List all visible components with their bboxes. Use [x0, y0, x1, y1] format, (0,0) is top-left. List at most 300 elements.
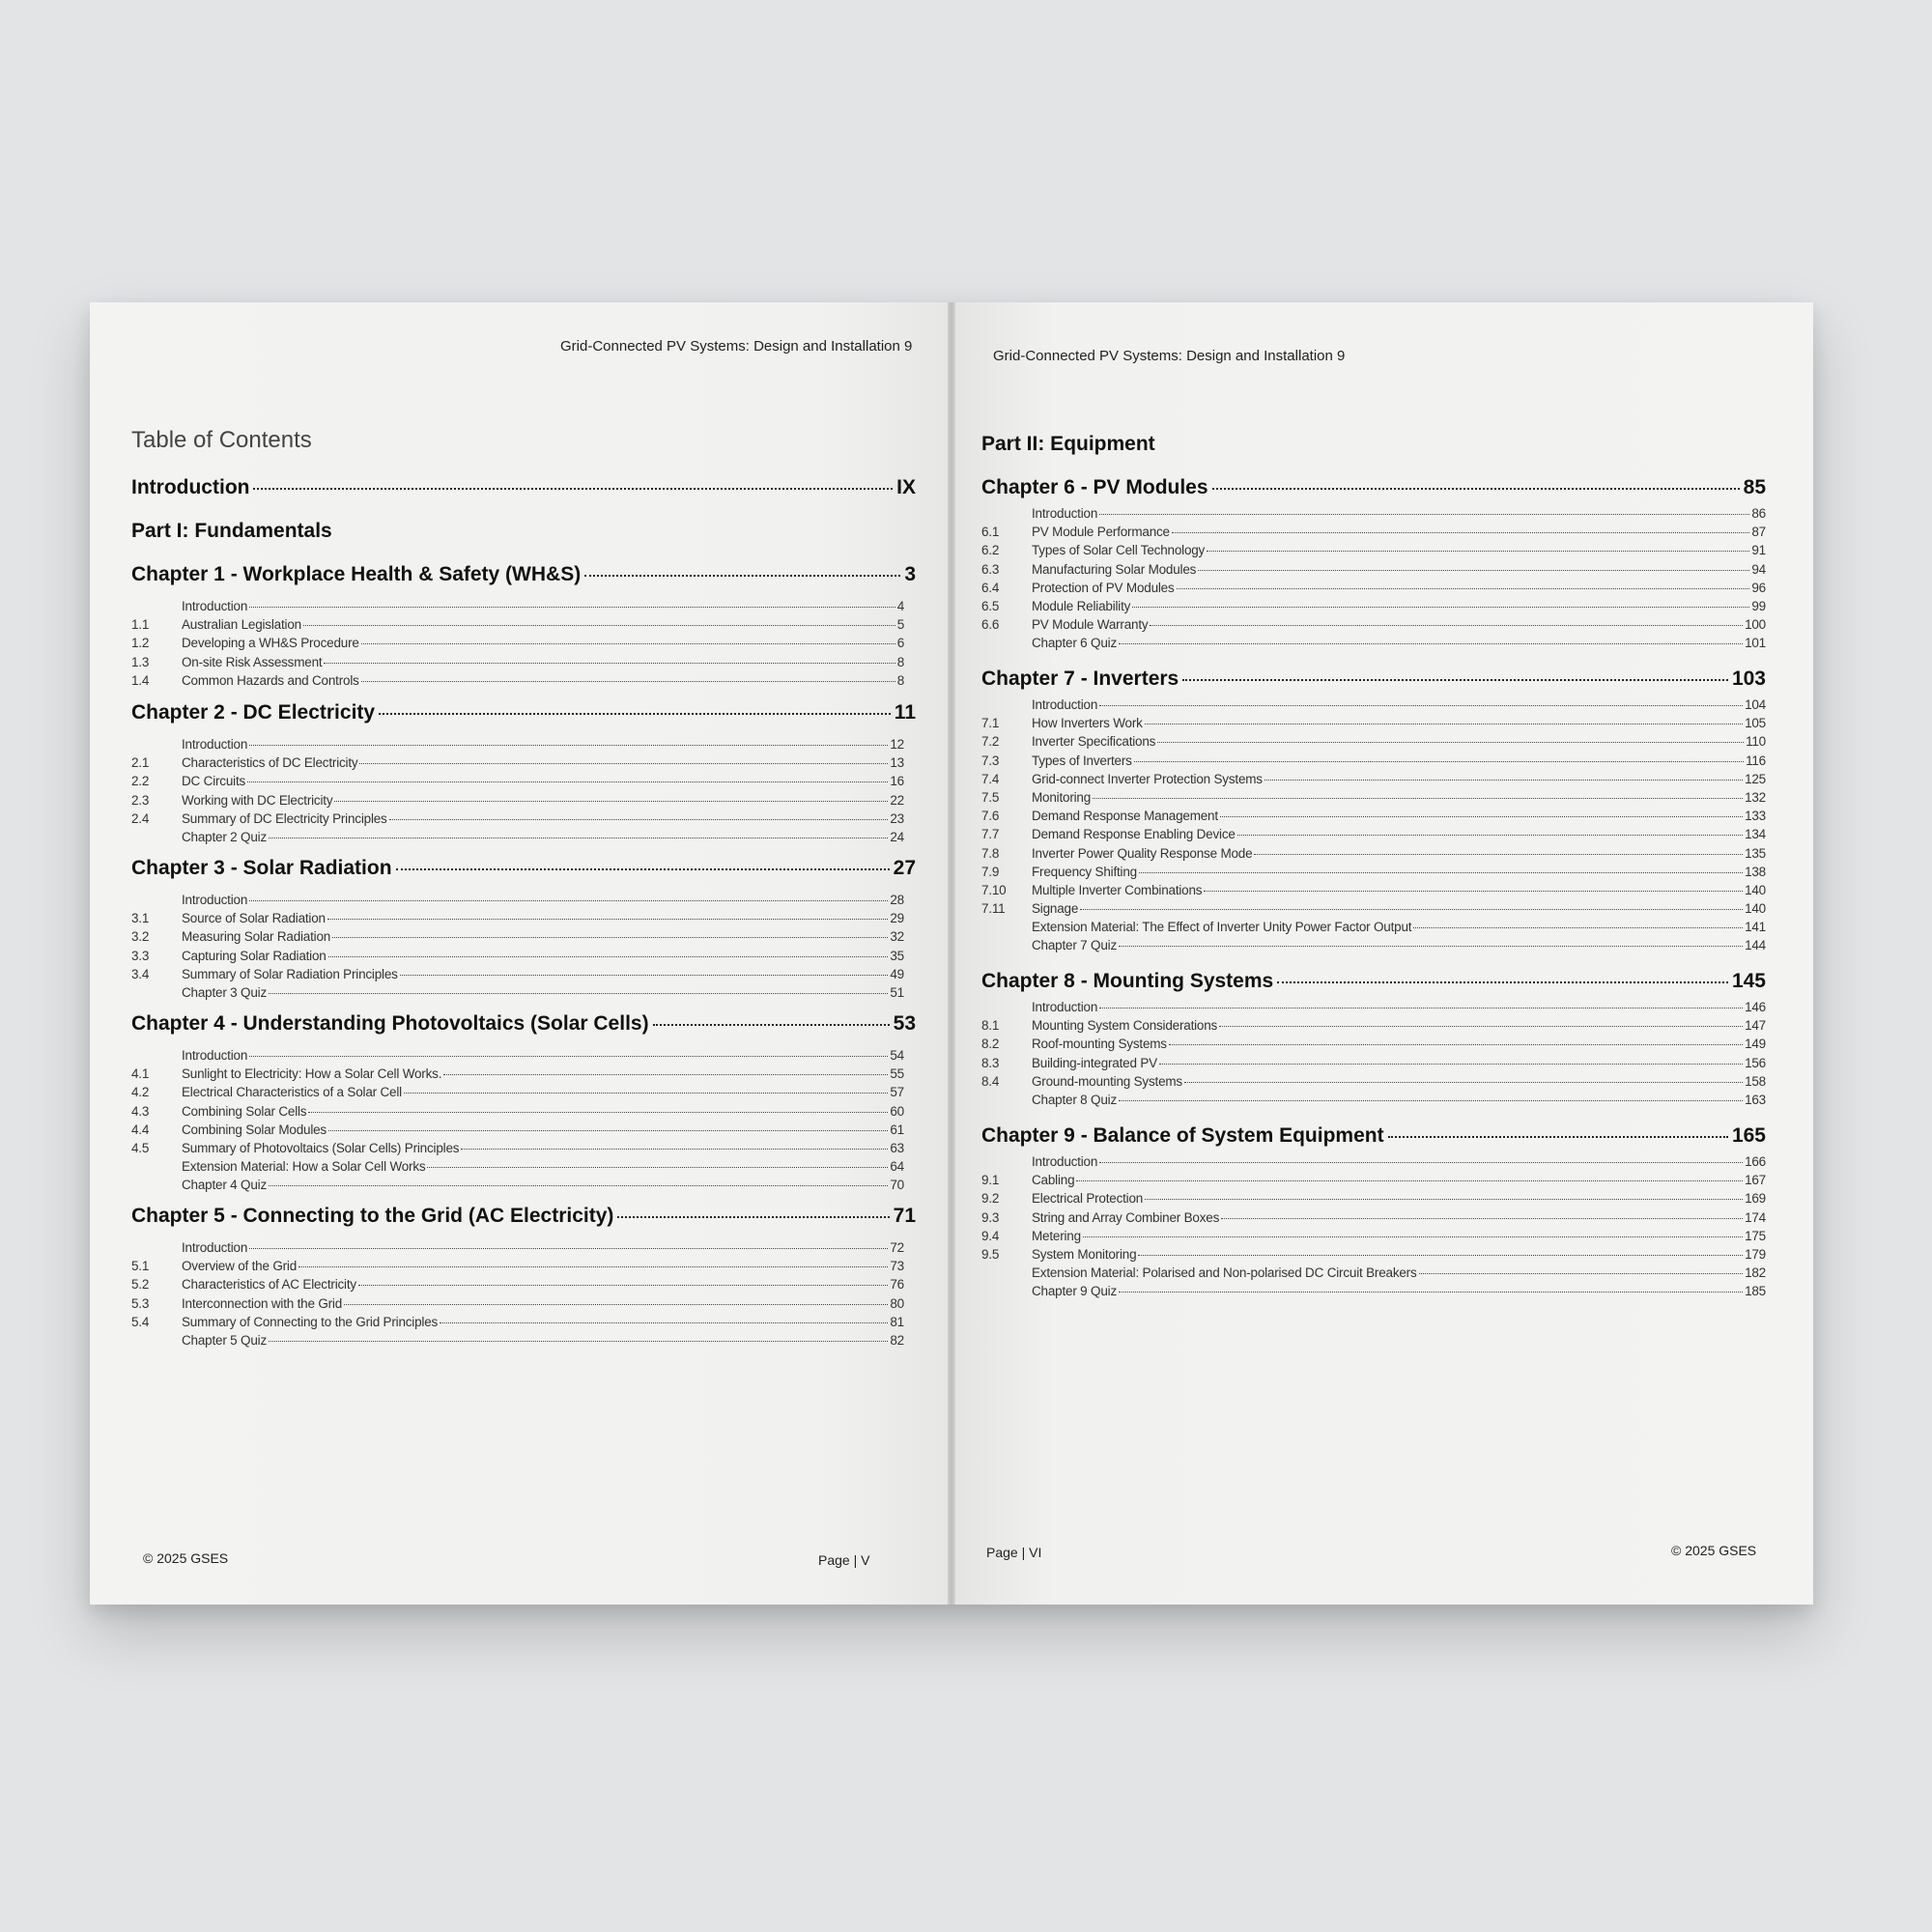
entry-page: 23: [890, 810, 904, 826]
dot-leader: [617, 1216, 889, 1218]
entry-page: 141: [1745, 920, 1766, 935]
left-page: [90, 302, 952, 1605]
entry-page: 179: [1745, 1246, 1766, 1262]
toc-entry: [131, 911, 904, 929]
entry-title: Combining Solar Modules: [182, 1122, 327, 1137]
dot-leader: [1150, 625, 1743, 626]
toc-entry: [981, 1210, 1766, 1229]
chapter-entries: [131, 1048, 904, 1197]
dot-leader: [1159, 1064, 1743, 1065]
dot-leader: [1207, 551, 1749, 552]
chapter-title: Chapter 1 - Workplace Health & Safety (WH&S): [131, 563, 582, 585]
chapter-entries: [131, 737, 904, 848]
entry-page: 140: [1745, 882, 1766, 897]
part-heading: Part II: Equipment: [981, 433, 1155, 455]
dot-leader: [298, 1266, 888, 1267]
toc-entry: [981, 1284, 1766, 1302]
toc-entry: [981, 1173, 1766, 1191]
entry-title: Chapter 8 Quiz: [1032, 1092, 1117, 1107]
toc-entry: [131, 1315, 904, 1333]
entry-title: Developing a WH&S Procedure: [182, 636, 359, 651]
dot-leader: [328, 956, 889, 957]
entry-title: Characteristics of DC Electricity: [182, 755, 358, 771]
page-number-footer: Page | V: [818, 1552, 870, 1568]
entry-number: 4.2: [131, 1085, 150, 1100]
dot-leader: [443, 1074, 888, 1075]
dot-leader: [404, 1093, 888, 1094]
dot-leader: [269, 1341, 888, 1342]
dot-leader: [359, 763, 888, 764]
entry-title: Common Hazards and Controls: [182, 672, 359, 688]
dot-leader: [1119, 1100, 1743, 1101]
chapter-heading: [131, 1205, 916, 1228]
entry-number: 7.7: [981, 827, 1000, 842]
chapter-entries: [981, 506, 1766, 655]
toc-entry: [131, 967, 904, 985]
entry-page: 146: [1745, 1000, 1766, 1014]
entry-title: Extension Material: The Effect of Inverter Unity Power Factor Output: [1032, 920, 1412, 935]
entry-page: 22: [890, 792, 904, 808]
entry-number: 6.1: [981, 525, 1000, 540]
entry-number: 7.2: [981, 734, 1000, 750]
chapter-page: 53: [893, 1012, 916, 1035]
toc-entry: [981, 506, 1766, 525]
entry-number: 2.1: [131, 755, 150, 771]
entry-page: 110: [1746, 734, 1766, 750]
entry-title: Introduction: [182, 893, 248, 907]
toc-entry: [131, 1296, 904, 1315]
toc-entry: [131, 774, 904, 792]
entry-number: 6.3: [981, 561, 1000, 577]
dot-leader: [1413, 927, 1743, 928]
toc-entry: [131, 1066, 904, 1085]
toc-entry: [981, 697, 1766, 716]
dot-leader: [1277, 981, 1728, 983]
introduction-heading: [131, 476, 916, 499]
entry-page: 149: [1745, 1037, 1766, 1052]
entry-title: Summary of Solar Radiation Principles: [182, 966, 398, 981]
toc-entry: [981, 525, 1766, 543]
entry-page: 174: [1745, 1209, 1766, 1225]
entry-page: 76: [890, 1277, 904, 1293]
dot-leader: [461, 1149, 888, 1150]
chapter-title: Chapter 6 - PV Modules: [981, 476, 1208, 498]
entry-number: 7.10: [981, 882, 1007, 897]
chapter-title: Chapter 9 - Balance of System Equipment: [981, 1124, 1384, 1147]
running-header: Grid-Connected PV Systems: Design and Installation 9: [560, 338, 913, 355]
entry-title: Combining Solar Cells: [182, 1103, 307, 1119]
entry-number: 5.3: [131, 1295, 150, 1311]
entry-number: 4.1: [131, 1066, 150, 1082]
toc-entry: [981, 1247, 1766, 1265]
toc-entry: [981, 599, 1766, 617]
entry-title: Extension Material: How a Solar Cell Works: [182, 1159, 426, 1175]
dot-leader: [1264, 780, 1743, 781]
toc-entry: [981, 562, 1766, 581]
dot-leader: [334, 801, 888, 802]
entry-number: 9.5: [981, 1246, 1000, 1262]
entry-number: 7.4: [981, 771, 1000, 786]
entry-page: 63: [890, 1140, 904, 1155]
book-spine: [948, 302, 955, 1605]
dot-leader: [332, 937, 888, 938]
entry-number: 4.4: [131, 1122, 150, 1137]
entry-number: 7.8: [981, 845, 1000, 861]
dot-leader: [361, 643, 895, 644]
entry-page: 132: [1745, 789, 1766, 805]
dot-leader: [269, 993, 888, 994]
chapter-heading: [981, 970, 1766, 993]
chapter-page: 71: [893, 1205, 916, 1227]
toc-entry: [981, 865, 1766, 883]
dot-leader: [1119, 946, 1743, 947]
entry-number: 9.4: [981, 1228, 1000, 1243]
open-book: [90, 302, 1813, 1605]
entry-title: Monitoring: [1032, 789, 1092, 805]
toc-entry: [131, 893, 904, 911]
entry-page: 12: [890, 737, 904, 752]
toc-entry: [981, 617, 1766, 636]
toc-entry: [131, 929, 904, 948]
entry-title: PV Module Warranty: [1032, 617, 1149, 633]
entry-title: Mounting System Considerations: [1032, 1018, 1218, 1034]
dot-leader: [1145, 1199, 1743, 1200]
entry-number: 9.2: [981, 1191, 1000, 1207]
entry-number: 6.4: [981, 580, 1000, 595]
entry-page: 81: [890, 1314, 904, 1329]
toc-entry: [131, 1122, 904, 1141]
entry-title: System Monitoring: [1032, 1246, 1137, 1262]
entry-number: 2.3: [131, 792, 150, 808]
toc-entry: [131, 599, 904, 617]
entry-number: 6.6: [981, 617, 1000, 633]
toc-entry: [981, 581, 1766, 599]
entry-page: 156: [1745, 1055, 1766, 1070]
entry-title: Demand Response Enabling Device: [1032, 827, 1236, 842]
entry-title: Chapter 2 Quiz: [182, 829, 267, 844]
dot-leader: [1184, 1082, 1743, 1083]
dot-leader: [253, 488, 893, 490]
dot-leader: [1076, 1180, 1743, 1181]
chapter-page: 165: [1731, 1124, 1766, 1147]
chapter-entries: [981, 1154, 1766, 1303]
chapter-page: 11: [894, 701, 916, 724]
entry-page: 55: [890, 1066, 904, 1082]
toc-entry: [981, 883, 1766, 901]
toc-entry: [131, 811, 904, 830]
entry-title: Multiple Inverter Combinations: [1032, 882, 1203, 897]
entry-number: 5.2: [131, 1277, 150, 1293]
toc-entry: [131, 793, 904, 811]
dot-leader: [324, 663, 895, 664]
toc-entry: [131, 1333, 904, 1351]
chapter-page: 85: [1743, 476, 1766, 498]
entry-number: 7.3: [981, 753, 1000, 768]
copyright-footer: © 2025 GSES: [1671, 1543, 1757, 1558]
entry-title: Types of Inverters: [1032, 753, 1132, 768]
toc-entry: [981, 1037, 1766, 1055]
entry-title: Chapter 5 Quiz: [182, 1332, 267, 1348]
chapter-title: Chapter 2 - DC Electricity: [131, 701, 376, 724]
entry-number: 7.1: [981, 716, 1000, 731]
dot-leader: [1132, 607, 1749, 608]
entry-page: 140: [1745, 901, 1766, 917]
dot-leader: [1198, 570, 1749, 571]
chapter-page: 103: [1731, 668, 1766, 690]
chapter-page: 3: [904, 563, 916, 585]
entry-title: Cabling: [1032, 1173, 1075, 1188]
entry-title: On-site Risk Assessment: [182, 654, 323, 669]
toc-entry: [981, 1265, 1766, 1284]
dot-leader: [1139, 872, 1743, 873]
entry-title: Measuring Solar Radiation: [182, 929, 331, 945]
entry-title: Introduction: [182, 737, 248, 752]
toc-entry: [981, 1191, 1766, 1209]
entry-number: 2.4: [131, 810, 150, 826]
toc-entry: [981, 1056, 1766, 1074]
entry-title: Summary of DC Electricity Principles: [182, 810, 387, 826]
toc-entry: [981, 809, 1766, 827]
dot-leader: [1099, 514, 1749, 515]
entry-title: DC Circuits: [182, 774, 246, 789]
toc-entry: [131, 1048, 904, 1066]
entry-title: Protection of PV Modules: [1032, 580, 1175, 595]
dot-leader: [249, 1056, 888, 1057]
entry-title: Source of Solar Radiation: [182, 911, 326, 926]
dot-leader: [400, 975, 889, 976]
chapter-page: 145: [1731, 970, 1766, 992]
entry-page: 8: [896, 654, 904, 669]
introduction-page: IX: [896, 476, 916, 498]
dot-leader: [249, 745, 888, 746]
toc-entry: [131, 1159, 904, 1178]
entry-page: 104: [1745, 697, 1766, 712]
dot-leader: [440, 1322, 888, 1323]
part-heading: Part I: Fundamentals: [131, 520, 332, 542]
entry-page: 100: [1745, 617, 1766, 633]
entry-page: 16: [890, 774, 904, 789]
dot-leader: [584, 575, 900, 577]
entry-number: 7.9: [981, 864, 1000, 879]
toc-entry: [981, 1154, 1766, 1173]
dot-leader: [396, 868, 890, 870]
entry-title: Roof-mounting Systems: [1032, 1037, 1167, 1052]
chapter-heading: [981, 668, 1766, 691]
entry-title: Introduction: [1032, 506, 1098, 521]
dot-leader: [1182, 679, 1728, 681]
entry-title: Manufacturing Solar Modules: [1032, 561, 1197, 577]
dot-leader: [1419, 1273, 1744, 1274]
dot-leader: [327, 919, 889, 920]
toc-entry: [981, 1000, 1766, 1018]
dot-leader: [344, 1304, 888, 1305]
entry-title: Sunlight to Electricity: How a Solar Cell Works.: [182, 1066, 442, 1082]
toc-entry: [981, 846, 1766, 865]
entry-title: Summary of Connecting to the Grid Principles: [182, 1314, 439, 1329]
entry-number: 2.2: [131, 774, 150, 789]
toc-entry: [981, 753, 1766, 772]
entry-page: 87: [1751, 525, 1766, 540]
entry-page: 4: [896, 599, 904, 613]
entry-title: Introduction: [1032, 1000, 1098, 1014]
entry-title: String and Array Combiner Boxes: [1032, 1209, 1220, 1225]
entry-title: Chapter 4 Quiz: [182, 1178, 267, 1193]
toc-entry: [131, 1277, 904, 1295]
entry-page: 60: [890, 1103, 904, 1119]
toc-entry: [981, 734, 1766, 753]
toc-title: Table of Contents: [131, 427, 312, 453]
entry-page: 13: [890, 755, 904, 771]
entry-title: Chapter 6 Quiz: [1032, 636, 1117, 651]
dot-leader: [269, 1185, 888, 1186]
entry-number: 8.3: [981, 1055, 1000, 1070]
entry-page: 57: [890, 1085, 904, 1100]
dot-leader: [1080, 909, 1743, 910]
entry-title: Australian Legislation: [182, 617, 301, 633]
chapter-heading: [981, 1124, 1766, 1148]
dot-leader: [1221, 1218, 1743, 1219]
entry-number: 7.11: [981, 901, 1006, 917]
dot-leader: [1220, 816, 1743, 817]
entry-page: 133: [1745, 809, 1766, 824]
entry-title: Extension Material: Polarised and Non-polarised DC Circuit Breakers: [1032, 1265, 1417, 1281]
dot-leader: [1388, 1136, 1728, 1138]
chapter-entries: [131, 893, 904, 1004]
entry-page: 101: [1745, 636, 1766, 651]
chapter-heading: [131, 701, 916, 724]
toc-entry: [981, 1018, 1766, 1037]
entry-title: Grid-connect Inverter Protection Systems: [1032, 771, 1263, 786]
entry-number: 6.5: [981, 598, 1000, 613]
dot-leader: [249, 1248, 888, 1249]
dot-leader: [1237, 835, 1743, 836]
entry-page: 134: [1745, 827, 1766, 842]
dot-leader: [1204, 891, 1743, 892]
dot-leader: [427, 1167, 888, 1168]
entry-number: 3.3: [131, 948, 150, 963]
entry-page: 158: [1745, 1073, 1766, 1089]
dot-leader: [1254, 854, 1743, 855]
entry-page: 72: [890, 1240, 904, 1255]
dot-leader: [1138, 1255, 1743, 1256]
toc-entry: [131, 1259, 904, 1277]
toc-entry: [981, 636, 1766, 654]
toc-entry: [131, 636, 904, 654]
dot-leader: [1157, 742, 1744, 743]
entry-title: Introduction: [182, 1240, 248, 1255]
dot-leader: [358, 1285, 888, 1286]
entry-number: 8.4: [981, 1073, 1000, 1089]
dot-leader: [1212, 488, 1740, 490]
dot-leader: [1099, 1008, 1743, 1009]
entry-page: 147: [1745, 1018, 1766, 1034]
dot-leader: [379, 713, 891, 715]
entry-page: 166: [1745, 1154, 1766, 1169]
entry-title: Frequency Shifting: [1032, 864, 1137, 879]
toc-entry: [981, 901, 1766, 920]
entry-number: 1.1: [131, 617, 150, 633]
entry-page: 96: [1751, 580, 1766, 595]
entry-title: Chapter 9 Quiz: [1032, 1284, 1117, 1299]
toc-entry: [131, 1085, 904, 1103]
entry-page: 135: [1745, 845, 1766, 861]
dot-leader: [249, 900, 888, 901]
dot-leader: [1119, 643, 1743, 644]
dot-leader: [1177, 588, 1750, 589]
dot-leader: [1099, 705, 1743, 706]
dot-leader: [1083, 1236, 1743, 1237]
entry-number: 3.1: [131, 911, 150, 926]
entry-page: 5: [896, 617, 904, 633]
chapter-title: Chapter 8 - Mounting Systems: [981, 970, 1274, 992]
chapter-entries: [981, 697, 1766, 957]
entry-page: 116: [1746, 753, 1766, 768]
entry-number: 5.4: [131, 1314, 150, 1329]
entry-title: Metering: [1032, 1228, 1081, 1243]
toc-entry: [981, 1229, 1766, 1247]
toc-entry: [981, 827, 1766, 845]
chapter-entries: [131, 1240, 904, 1351]
entry-number: 5.1: [131, 1259, 150, 1274]
dot-leader: [303, 625, 895, 626]
entry-page: 8: [896, 672, 904, 688]
dot-leader: [1219, 1026, 1743, 1027]
dot-leader: [389, 819, 889, 820]
dot-leader: [249, 607, 895, 608]
right-page: [952, 302, 1813, 1605]
toc-entry: [131, 737, 904, 755]
entry-number: 4.3: [131, 1103, 150, 1119]
entry-number: 6.2: [981, 543, 1000, 558]
entry-title: Introduction: [1032, 697, 1098, 712]
page-number-footer: Page | VI: [986, 1545, 1042, 1560]
copyright-footer: © 2025 GSES: [143, 1550, 229, 1566]
chapter-title: Chapter 3 - Solar Radiation: [131, 857, 392, 879]
entry-page: 169: [1745, 1191, 1766, 1207]
entry-title: Interconnection with the Grid: [182, 1295, 343, 1311]
entry-page: 73: [890, 1259, 904, 1274]
toc-entry: [981, 938, 1766, 956]
chapter-entries: [981, 1000, 1766, 1111]
entry-title: Building-integrated PV: [1032, 1055, 1157, 1070]
toc-entry: [131, 617, 904, 636]
toc-entry: [981, 543, 1766, 561]
entry-title: Chapter 3 Quiz: [182, 984, 267, 1000]
entry-page: 86: [1751, 506, 1766, 521]
entry-page: 51: [890, 984, 904, 1000]
entry-number: 4.5: [131, 1140, 150, 1155]
toc-entry: [131, 1141, 904, 1159]
entry-page: 49: [890, 966, 904, 981]
entry-number: 1.4: [131, 672, 150, 688]
entry-title: How Inverters Work: [1032, 716, 1143, 731]
chapter-heading: [131, 857, 916, 880]
entry-number: 1.3: [131, 654, 150, 669]
entry-page: 144: [1745, 938, 1766, 953]
dot-leader: [308, 1112, 888, 1113]
entry-title: Inverter Specifications: [1032, 734, 1156, 750]
toc-entry: [981, 920, 1766, 938]
entry-page: 35: [890, 948, 904, 963]
entry-number: 8.1: [981, 1018, 1000, 1034]
entry-number: 9.1: [981, 1173, 1000, 1188]
entry-title: Signage: [1032, 901, 1079, 917]
dot-leader: [328, 1130, 888, 1131]
dot-leader: [1134, 761, 1744, 762]
chapter-heading: [131, 563, 916, 586]
dot-leader: [653, 1024, 890, 1026]
toc-entry: [981, 716, 1766, 734]
